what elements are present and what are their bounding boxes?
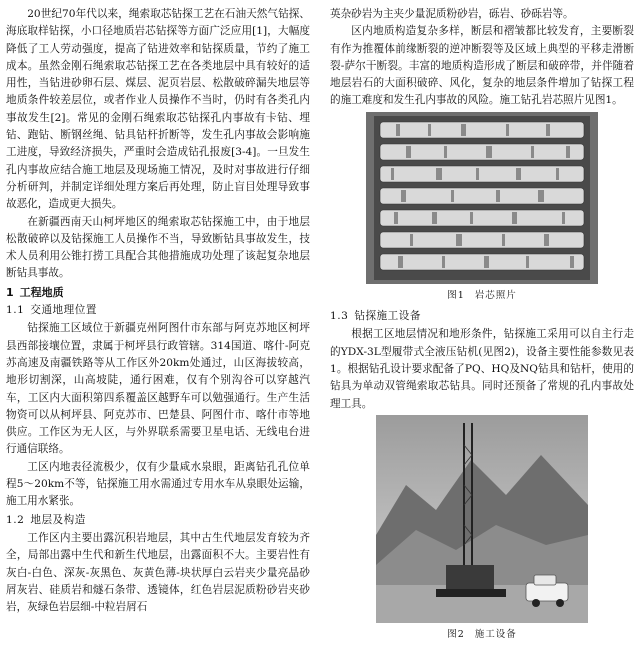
case-paragraph: 在新疆西南天山柯坪地区的绳索取芯钻探施工中，由于地层松散破碎以及钻探施工人员操作不当，导致断钻具事故发生，技术人员利用公锥打捞工具配合其他措施成功处理了该起复杂地层断钻具事故。 [6,215,310,280]
water-paragraph: 工区内地表径流极少，仅有少量咸水泉眼，距离钻孔孔位单程5～20km不等，钻探施工用水需通过专用水车从泉眼处运输，施工用水紧张。 [6,460,310,508]
subsection-title: 地层及构造 [30,513,86,526]
figure-number: 图1 [447,289,465,301]
left-column [6,6,310,616]
figure-number: 图2 [447,628,465,640]
section-title: 工程地质 [19,285,64,299]
strata-paragraph-continued: 英杂砂岩为主夹少量泥质粉砂岩，砾岩、砂砾岩等。 [330,8,574,20]
drilling-rig-image [376,415,588,623]
core-photo-image [366,112,598,284]
subsection-heading-1-3 [330,308,634,325]
subsection-title: 交通地理位置 [30,304,97,317]
subsection-heading-1-1 [6,302,310,319]
core-photo-figure [366,112,598,284]
subsection-heading-1-2 [6,512,310,529]
location-paragraph: 钻探施工区域位于新疆克州阿图什市东部与阿克苏地区柯坪县西部接壤位置，隶属于柯坪县行政管辖。314国道、喀什-阿克苏高速及南疆铁路等从工作区外20km处通过，山区海拔较高，地形切割深，山高坡陡，通行困难，仅有个别沟谷可以穿越汽车，工区内大面积第四系覆盖区越野车可以勉强通行。生产生活物资可以从柯坪县、阿克苏市、巴楚县、阿图什市、喀什市等地供应。工作区为无人区，与外界联系需要卫星电话、无线电台进行通信联络。 [6,322,310,456]
intro-paragraph: 20世纪70年代以来，绳索取芯钻探工艺在石油天然气钻探、海底取样钻探，小口径地质岩芯钻探等方面广泛应用[1]，大幅度降低了工人劳动强度，提高了钻进效率和钻探质量，节约了施工成本。虽然金刚石绳索取芯钻探工艺在各类地层中具有较好的适用性，当钻进砂卵石层、煤层、泥页岩层、松散破碎漏失地层等地质条件较差层位，或者作业人员操作不当时，仍时有各类孔内事故发生[2]。常见的金刚石绳索取芯钻探孔内事故有卡钻、埋钻、跑钻、断钢丝绳、钻具钻杆折断等，发生孔内事故会影响施工进度，导致经济损失，严重时会造成钻孔报废[3-4]。一旦发生孔内事故应结合施工地层及现场施工情况，及时对事故进行仔细分析研判，并制定详细处理方案后再处理，防止盲目处理导致事故恶化，造成更大损失。 [6,8,310,211]
figure-1-caption [330,287,634,304]
figure-title: 施工设备 [474,628,517,640]
subsection-number: 1.1 [6,304,25,317]
right-column [330,6,634,647]
subsection-title: 钻探施工设备 [354,310,421,323]
figure-2-caption [330,626,634,643]
section-number: 1 [6,285,14,299]
subsection-number: 1.2 [6,513,25,526]
section-heading-1 [6,284,310,301]
subsection-number: 1.3 [330,310,349,323]
structure-paragraph: 区内地质构造复杂多样，断层和褶皱都比较发育，主要断裂有作为推覆体前缘断裂的逆冲断裂等及区域上典型的平移走滑断裂-萨尔干断裂。丰富的地质构造形成了断层和破碎带，并伴随着地层岩石的大面积破碎、风化，复杂的地层条件增加了钻探工程的施工难度和发生孔内事故的风险。施工钻孔岩芯照片见图1。 [330,25,634,107]
strata-paragraph: 工作区内主要出露沉积岩地层，其中古生代地层发育较为齐全，局部出露中生代和新生代地层，出露面积不大。主要岩性有灰白-白色、深灰-灰黑色、灰黄色薄-块状厚白云岩夹少量亮晶砂屑灰岩、硅质岩和燧石条带、透镜体，红色岩层泥质粉砂岩夹砂岩，灰绿色岩层细-中粒岩屑石 [6,531,310,614]
figure-title: 岩芯照片 [474,289,517,301]
equipment-paragraph: 根据工区地层情况和地形条件，钻探施工采用可以自主行走的YDX-3L型履带式全液压钻机(见图2)，设备主要性能参数见表1。根据钻孔设计要求配备了PQ、HQ及NQ钻具和钻杆，使用的钻具为单动双管绳索取芯钻具。同时还预备了常规的孔内事故处理工具。 [330,328,634,410]
drilling-equipment-figure [376,415,588,623]
